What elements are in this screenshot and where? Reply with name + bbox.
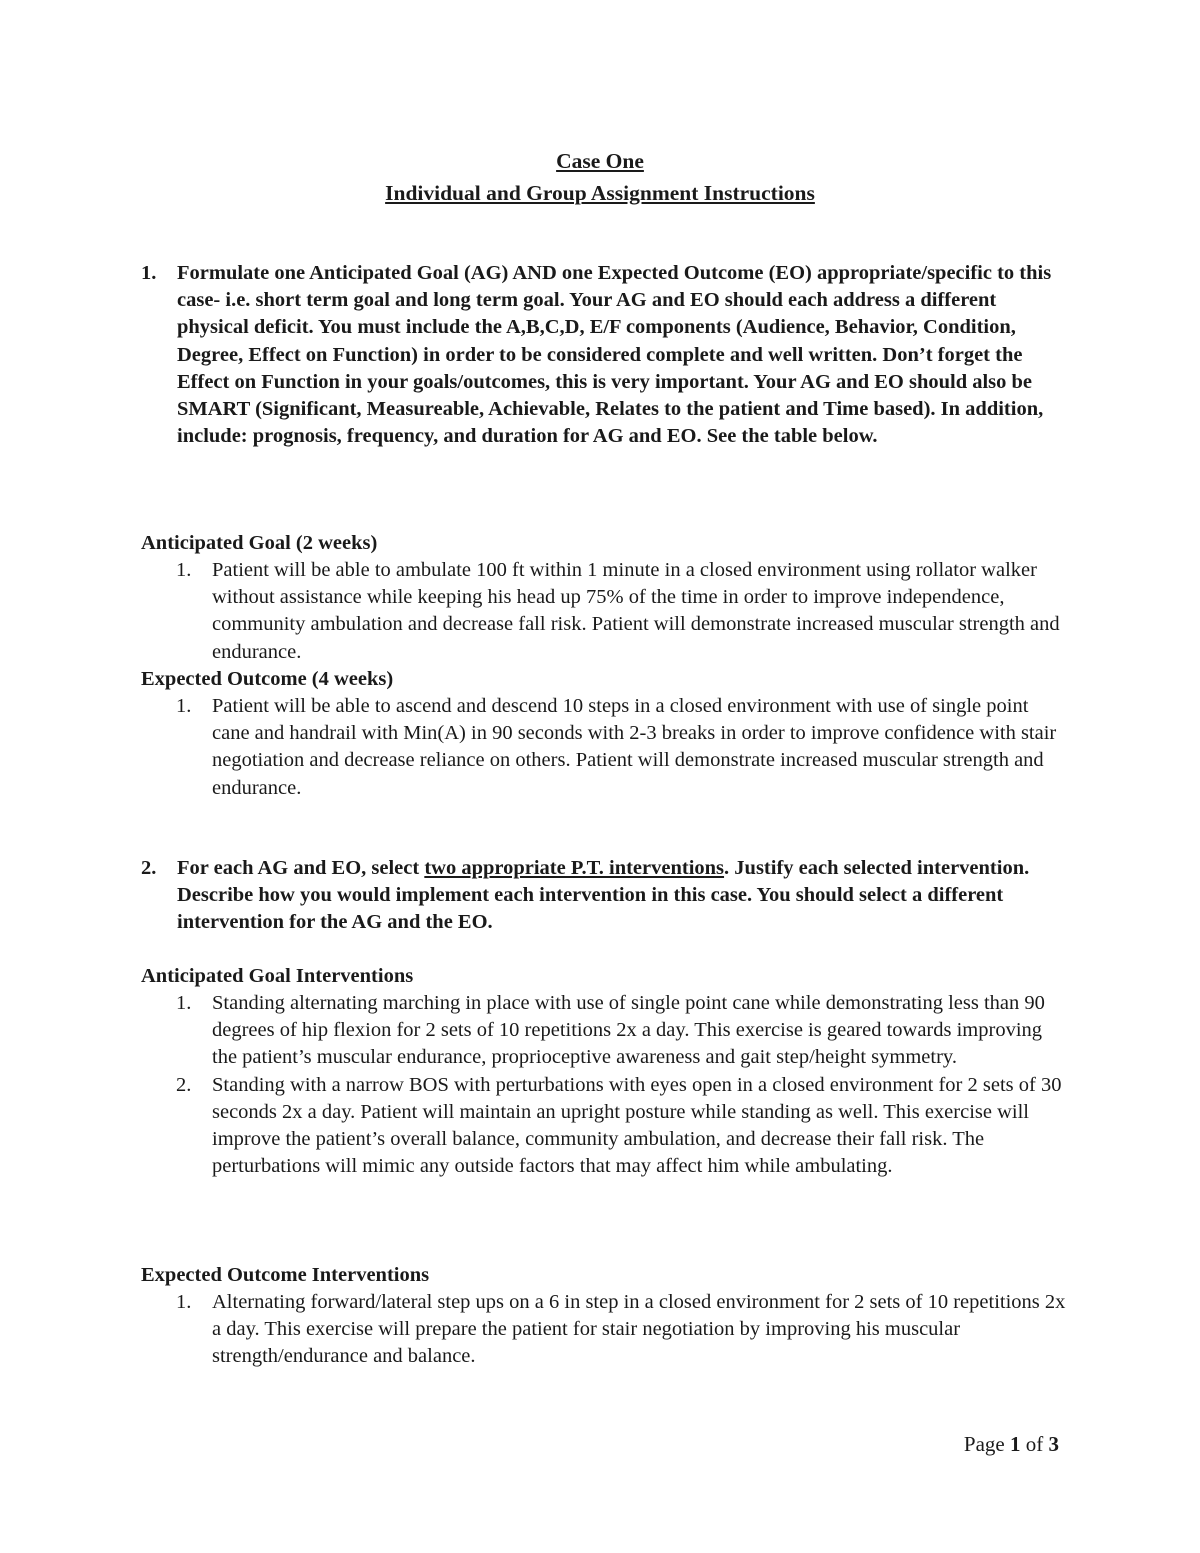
anticipated-goal-interventions-heading: Anticipated Goal Interventions (141, 965, 414, 987)
expected-outcome-interventions-heading: Expected Outcome Interventions (141, 1264, 430, 1286)
list-item (141, 693, 1071, 802)
page-label: Page (963, 1432, 1005, 1456)
list-item (141, 1289, 1071, 1371)
list-item-text: Standing alternating marching in place with use of single point cane while demonstrating less than 90 degrees of hip flexion for 2 sets of 10 repetitions 2x a day. This exercise is geared towards improving the patient’s muscular endurance, proprioceptive awareness and gait step/height symmetry. (212, 992, 1045, 1069)
anticipated-goal-list (141, 557, 1071, 666)
instruction-2-text (177, 855, 1056, 937)
anticipated-goal-interventions-list (141, 990, 1071, 1180)
list-item-text: Patient will be able to ambulate 100 ft within 1 minute in a closed environment using rollator walker without assistance while keeping his head up 75% of the time in order to improve independence, community ambulation and decrease fall risk. Patient will demonstrate increased muscular strength and endurance. (212, 559, 1060, 663)
list-item (141, 1072, 1071, 1181)
expected-outcome-list (141, 693, 1071, 802)
instruction-1-text: Formulate one Anticipated Goal (AG) AND one Expected Outcome (EO) appropriate/specific to this case- i.e. short term goal and long term goal. Your AG and EO should each address a different physical deficit. You must include the A,B,C,D, E/F components (Audience, Behavior, Condition, Degree, Effect on Function) in order to be considered complete and well written. Don’t forget the Effect on Function in your goals/outcomes, this is very important. Your AG and EO should also be SMART (Significant, Measureable, Achievable, Relates to the patient and Time based). In addition, include: prognosis, frequency, and duration for AG and EO. See the table below. (177, 262, 1052, 448)
page-of-label: of (1025, 1432, 1044, 1456)
instruction-2-number: 2. (141, 857, 157, 879)
list-item-text: Patient will be able to ascend and descend 10 steps in a closed environment with use of single point cane and handrail with Min(A) in 90 seconds with 2-3 breaks in order to improve confidence with stair negotiation and decrease reliance on others. Patient will demonstrate increased muscular strength and endurance. (212, 695, 1057, 799)
list-item-text: Standing with a narrow BOS with perturbations with eyes open in a closed environment for 2 sets of 30 seconds 2x a day. Patient will maintain an upright posture while standing as well. This exercise will improve the patient’s overall balance, community ambulation, and decrease their fall risk. The perturbations will mimic any outside factors that may affect him while ambulating. (212, 1073, 1062, 1178)
list-item-number: 1. (176, 992, 192, 1014)
instruction-2-text-start: For each AG and EO, select (177, 857, 425, 879)
page-number (964, 1431, 1059, 1458)
expected-outcome-heading: Expected Outcome (4 weeks) (141, 668, 394, 690)
page-current: 1 (1010, 1432, 1021, 1456)
list-item-number: 1. (176, 1291, 192, 1313)
list-item (141, 557, 1071, 666)
page-total: 3 (1048, 1432, 1059, 1456)
title-block (0, 145, 1200, 209)
instruction-2-text-end: . Justify each selected intervention. Describe how you would implement each intervention in this case. You should select a different intervention for the AG and the EO. (177, 857, 1030, 934)
list-item-number: 2. (176, 1073, 192, 1096)
document-title: Case One (556, 149, 644, 173)
expected-outcome-interventions-list (141, 1289, 1071, 1371)
instruction-2 (141, 855, 1056, 937)
list-item-number: 1. (176, 559, 192, 581)
instruction-1 (141, 260, 1056, 450)
list-item (141, 990, 1071, 1072)
instruction-2-underlined: two appropriate P.T. interventions (424, 857, 725, 879)
anticipated-goal-heading: Anticipated Goal (2 weeks) (141, 532, 378, 554)
document-subtitle: Individual and Group Assignment Instructions (385, 181, 815, 205)
instruction-1-number: 1. (141, 262, 157, 284)
list-item-number: 1. (176, 695, 192, 717)
list-item-text: Alternating forward/lateral step ups on a 6 in step in a closed environment for 2 sets of 10 repetitions 2x a day. This exercise will prepare the patient for stair negotiation by improving his muscular strength/endurance and balance. (212, 1291, 1066, 1368)
